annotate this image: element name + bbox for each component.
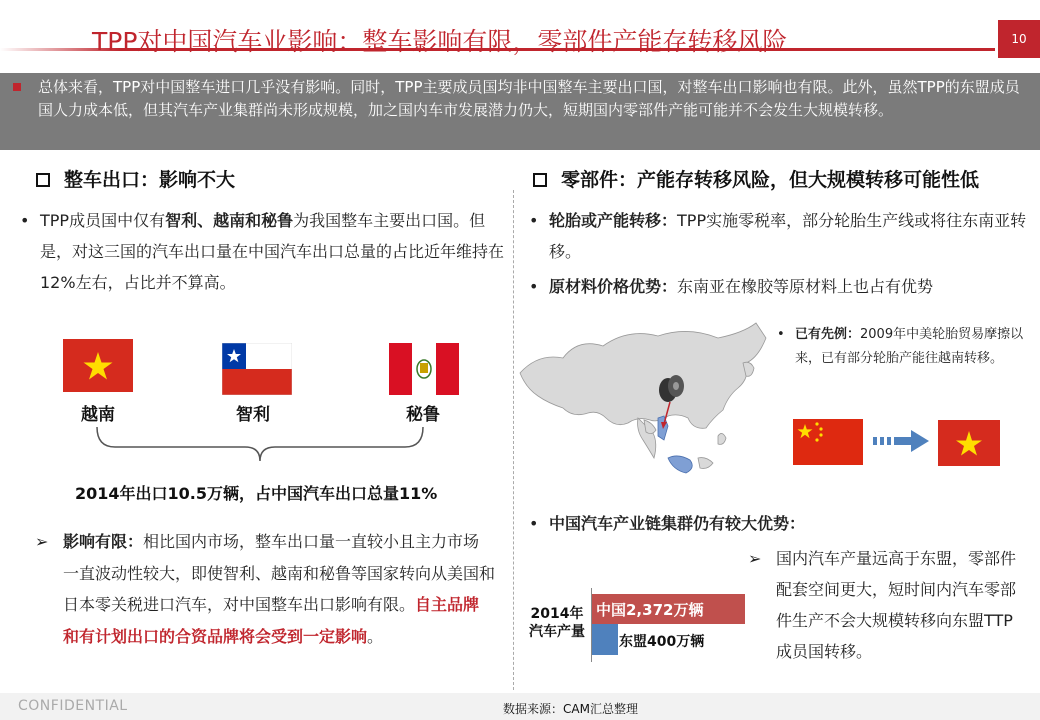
- chart-bar-asean: [592, 624, 618, 655]
- right-bullet-2: • 原材料价格优势：东南亚在橡胶等原材料上也占有优势: [549, 271, 1029, 302]
- right-bullet-3: • 中国汽车产业链集群仍有较大优势：: [549, 508, 1029, 539]
- checkbox-square-icon: [36, 173, 50, 187]
- column-divider: [513, 190, 514, 690]
- chart-data-label-china: 中国2,372万辆: [596, 601, 704, 619]
- bullet-dot: •: [529, 277, 539, 296]
- title-bar: [0, 0, 1040, 60]
- highlight-countries: 智利、越南和秘鲁: [165, 211, 294, 230]
- square-bullet-icon: [13, 83, 21, 91]
- left-section-heading: 整车出口：影响不大: [36, 165, 235, 192]
- vietnam-flag-icon: [938, 420, 1000, 466]
- peru-flag-icon: [389, 343, 459, 395]
- left-bullet-1: • TPP成员国中仅有智利、越南和秘鲁为我国整车主要出口国。但是，对这三国的汽车出口量在中国汽车出口总量的占比近年维持在12%左右，占比并不算高。: [40, 205, 510, 298]
- checkbox-square-icon: [533, 173, 547, 187]
- flag-label-chile: 智利: [236, 405, 270, 425]
- chile-flag-icon: [222, 343, 292, 395]
- grouping-bracket: [95, 425, 425, 463]
- right-bullet-1: • 轮胎或产能转移：TPP实施零税率，部分轮胎生产线或将往东南亚转移。: [549, 205, 1029, 267]
- chart-data-label-asean: 东盟400万辆: [619, 634, 705, 650]
- cluster-detail: ➢ 国内汽车产量远高于东盟，零部件配套空间更大，短时间内汽车零部件生产不会大规模转移向东盟TTP成员国转移。: [776, 543, 1026, 667]
- page-number: 10: [998, 20, 1040, 58]
- export-note: 2014年出口10.5万辆，占中国汽车出口总量11%: [75, 484, 438, 503]
- page-title: TPP对中国汽车业影响：整车影响有限，零部件产能存转移风险: [92, 27, 788, 56]
- right-section-heading: 零部件：产能存转移风险，但大规模转移可能性低: [533, 165, 979, 192]
- vietnam-flag-icon: [63, 339, 133, 392]
- bullet-dot: •: [20, 211, 30, 230]
- bullet-dot: •: [777, 327, 785, 342]
- arrow-bullet-icon: ➢: [748, 549, 762, 568]
- precedent-note: • 已有先例：2009年中美轮胎贸易摩擦以来，已有部分轮胎产能往越南转移。: [795, 323, 1030, 371]
- impact-highlight: 自主品牌和有计划出口的合资品牌将会受到一定影响: [63, 595, 480, 646]
- bullet-dot: •: [529, 211, 539, 230]
- china-flag-icon: [793, 419, 863, 465]
- flag-label-vietnam: 越南: [81, 405, 115, 425]
- confidential-label: CONFIDENTIAL: [18, 698, 128, 714]
- summary-text: 总体来看，TPP对中国整车进口几乎没有影响。同时，TPP主要成员国均非中国整车主要出口国，对整车出口影响也有限。此外，虽然TPP的东盟成员国人力成本低，但其汽车产业集群尚未形成规模，加之国内车市发展潜力仍大，短期国内零部件产能可能并不会发生大规模转移。: [38, 78, 1020, 119]
- chart-ylabel: 2014年汽车产量: [529, 606, 585, 640]
- impact-paragraph: ➢ 影响有限：相比国内市场，整车出口量一直较小且主力市场一直波动性较大，即使智利、越南和秘鲁等国家转向从美国和日本零关税进口汽车，对中国整车出口影响有限。自主品牌和有计划出口的合资品牌将会受到一定影响。: [63, 526, 495, 652]
- summary-band: [0, 73, 1040, 150]
- asia-map: [518, 318, 768, 480]
- source-note: 数据来源：CAM汇总整理: [503, 702, 638, 716]
- arrow-bullet-icon: ➢: [35, 532, 49, 551]
- bullet-dot: •: [529, 514, 539, 533]
- flag-label-peru: 秘鲁: [406, 405, 440, 425]
- transfer-arrow-icon: [873, 430, 929, 452]
